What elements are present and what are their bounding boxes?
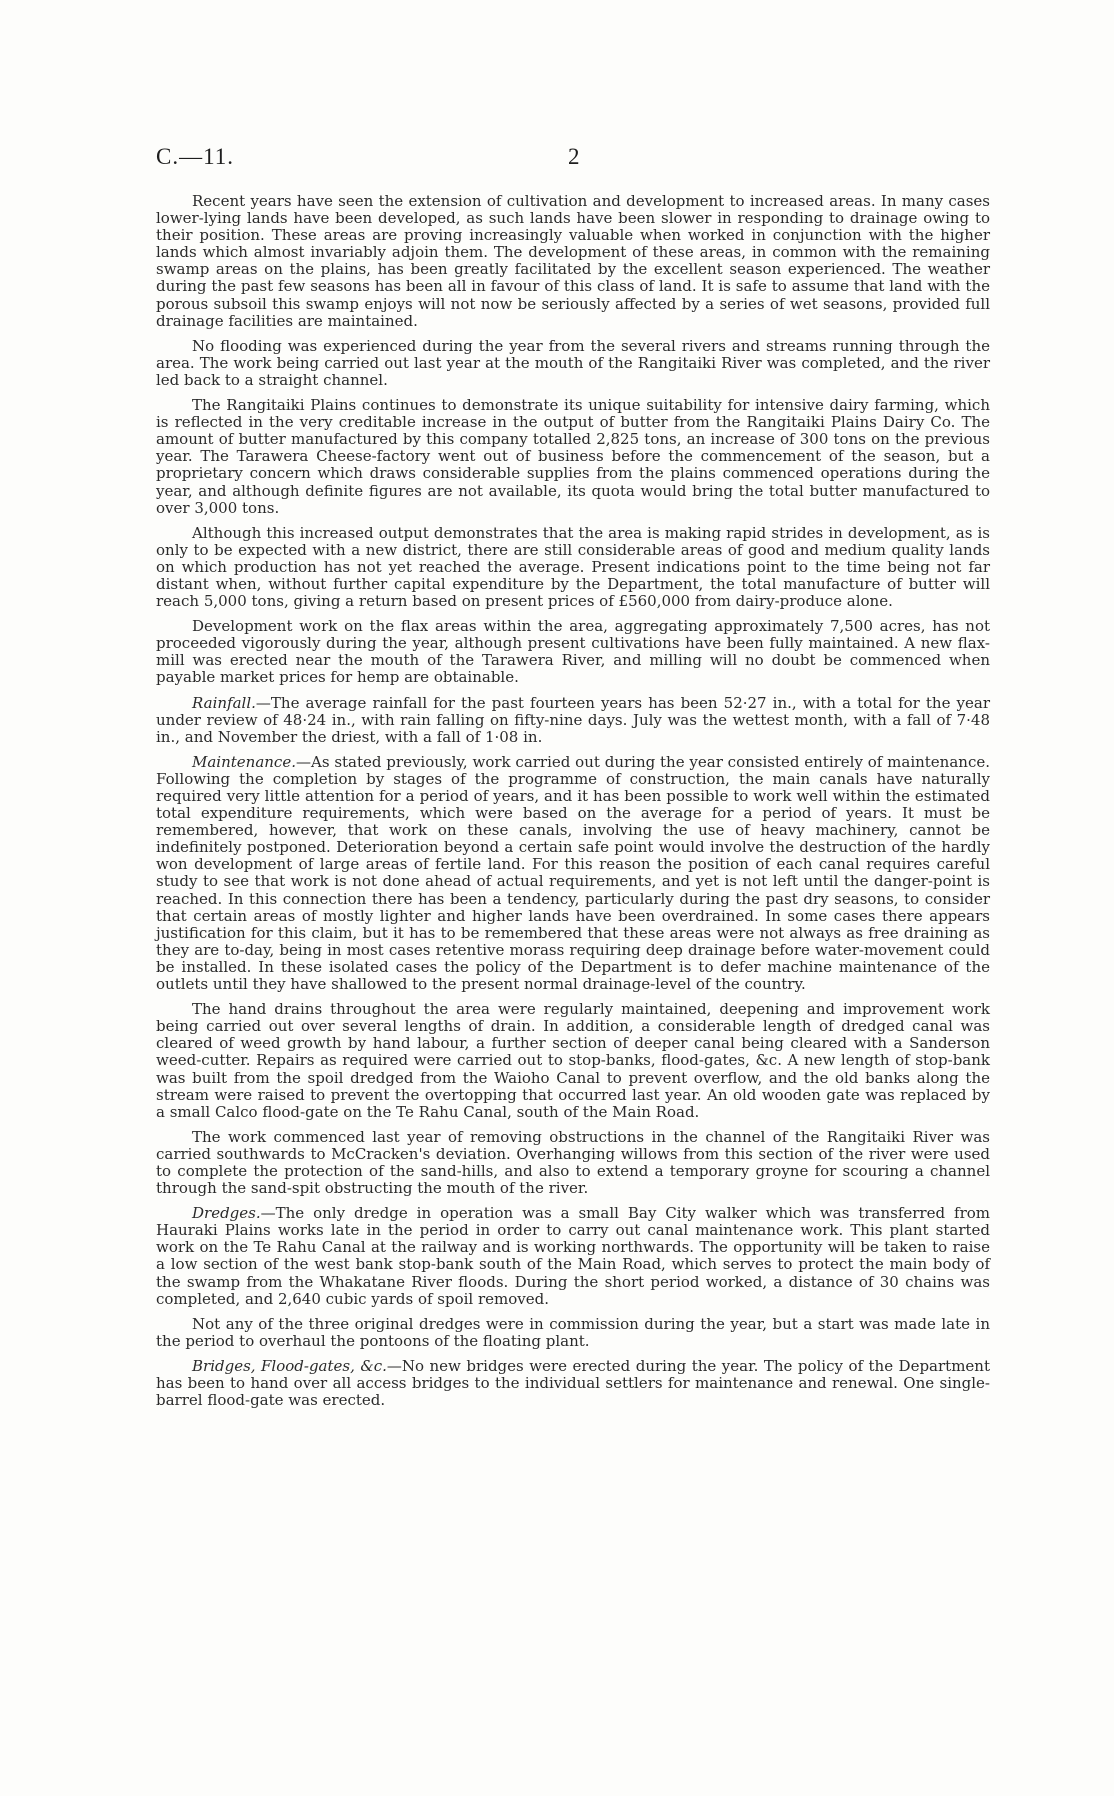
paragraph-lead: Maintenance. bbox=[192, 752, 296, 771]
paragraph-maintenance bbox=[156, 754, 990, 993]
paragraph-text: Not any of the three original dredges were in commission during the year, but a start was made late in the period to overhaul the pontoons of the floating plant. bbox=[156, 1314, 990, 1350]
paragraph-text: —As stated previously, work carried out during the year consisted entirely of maintenance. Following the completion by stages of the programme of construction, the main canals have naturally required very little attention for a period of years, and it has been possible to work well within the estimated total expenditure requirements, which were based on the average for a period of years. It must be remembered, however, that work on these canals, involving the use of heavy machinery, cannot be indefinitely postponed. Deterioration beyond a certain safe point would involve the destruction of the hardly won development of large areas of fertile land. For this reason the position of each canal requires careful study to see that work is not done ahead of actual requirements, and yet is not left until the danger-point is reached. In this connection there has been a tendency, particularly during the past dry seasons, to consider that certain areas of mostly lighter and higher lands have been overdrained. In some cases there appears justification for this claim, but it has to be remembered that these areas were not always as free draining as they are to-day, being in most cases retentive morass requiring deep drainage before water-movement could be installed. In these isolated cases the policy of the Department is to defer machine maintenance of the outlets until they have shallowed to the present normal drainage-level of the country. bbox=[156, 752, 990, 994]
page-header bbox=[156, 144, 990, 184]
paragraph-lead: Rainfall. bbox=[192, 693, 256, 712]
paragraph-flooding bbox=[156, 338, 990, 389]
document-reference: C.—11. bbox=[156, 144, 234, 169]
paragraph-text: The hand drains throughout the area were regularly maintained, deepening and improvement work being carried out over several lengths of drain. In addition, a considerable length of dredged canal was cleared of weed growth by hand labour, a further section of deeper canal being cleared with a Sanderson weed-cutter. Repairs as required were carried out to stop-banks, flood-gates, &c. A new length of stop-bank was built from the spoil dredged from the Waioho Canal to prevent overflow, and the old banks along the stream were raised to prevent the overtopping that occurred last year. An old wooden gate was replaced by a small Calco flood-gate on the Te Rahu Canal, south of the Main Road. bbox=[156, 1000, 990, 1121]
paragraph-text: No flooding was experienced during the year from the several rivers and streams running through the area. The work being carried out last year at the mouth of the Rangitaiki River was completed, and the river led back to a straight channel. bbox=[156, 336, 990, 389]
paragraph-text: —The only dredge in operation was a small Bay City walker which was transferred from Hauraki Plains works late in the period in order to carry out canal maintenance work. This plant started work on the Te Rahu Canal at the railway and is working northwards. The opportunity will be taken to raise a low section of the west bank stop-bank south of the Main Road, which serves to protect the main body of the swamp from the Whakatane River floods. During the short period worked, a distance of 30 chains was completed, and 2,640 cubic yards of spoil removed. bbox=[156, 1204, 990, 1308]
page-number: 2 bbox=[568, 144, 580, 169]
body-text bbox=[156, 193, 990, 1417]
paragraph-dairy-farming bbox=[156, 397, 990, 517]
paragraph-bridges bbox=[156, 1358, 990, 1409]
paragraph-flax bbox=[156, 618, 990, 686]
paragraph-text: —No new bridges were erected during the year. The policy of the Department has been to hand over all access bridges to the individual settlers for maintenance and renewal. One single-barrel flood-gate was erected. bbox=[156, 1356, 990, 1410]
paragraph-cultivation bbox=[156, 193, 990, 330]
paragraph-text: Development work on the flax areas within the area, aggregating approximately 7,500 acres, has not proceeded vigorously during the year, although present cultivations have been fully maintained. A new flax-mill was erected near the mouth of the Tarawera River, and milling will no doubt be commenced when payable market prices for hemp are obtainable. bbox=[156, 617, 990, 687]
paragraph-lead: Dredges. bbox=[192, 1204, 261, 1223]
paragraph-text: Recent years have seen the extension of cultivation and development to increased areas. In many cases lower-lying lands have been developed, as such lands have been slower in responding to drainage owing to their position. These areas are proving increasingly valuable when worked in conjunction with the higher lands which almost invariably adjoin them. The development of these areas, in common with the remaining swamp areas on the plains, has been greatly facilitated by the excellent season experienced. The weather during the past few seasons has been all in favour of this class of land. It is safe to assume that land with the porous subsoil this swamp enjoys will not now be seriously affected by a series of wet seasons, provided full drainage facilities are maintained. bbox=[156, 192, 990, 330]
paragraph-hand-drains bbox=[156, 1001, 990, 1121]
paragraph-original-dredges bbox=[156, 1316, 990, 1350]
paragraph-text: The Rangitaiki Plains continues to demonstrate its unique suitability for intensive dairy farming, which is reflected in the very creditable increase in the output of butter from the Rangitaiki Plains Dairy Co. The amount of butter manufactured by this company totalled 2,825 tons, an increase of 300 tons on the previous year. The Tarawera Cheese-factory went out of business before the commencement of the season, but a proprietary concern which draws considerable supplies from the plains commenced operations during the year, and although definite figures are not available, its quota would bring the total butter manufactured to over 3,000 tons. bbox=[156, 396, 990, 517]
paragraph-lead: Bridges, Flood-gates, &c. bbox=[192, 1356, 387, 1375]
paragraph-output bbox=[156, 525, 990, 610]
paragraph-text: —The average rainfall for the past fourteen years has been 52·27 in., with a total for the year under review of 48·24 in., with rain falling on fifty-nine days. July was the wettest month, with a fall of 7·48 in., and November the driest, with a fall of 1·08 in. bbox=[156, 693, 990, 746]
paragraph-rainfall bbox=[156, 695, 990, 746]
paragraph-text: Although this increased output demonstrates that the area is making rapid strides in development, as is only to be expected with a new district, there are still considerable areas of good and medium quality lands on which production has not yet reached the average. Present indications point to the time being not far distant when, without further capital expenditure by the Department, the total manufacture of butter will reach 5,000 tons, giving a return based on present prices of £560,000 from dairy-produce alone. bbox=[156, 523, 990, 611]
paragraph-river-obstructions bbox=[156, 1129, 990, 1197]
paragraph-dredges bbox=[156, 1205, 990, 1308]
paragraph-text: The work commenced last year of removing obstructions in the channel of the Rangitaiki River was carried southwards to McCracken's deviation. Overhanging willows from this section of the river were used to complete the protection of the sand-hills, and also to extend a temporary groyne for scouring a channel through the sand-spit obstructing the mouth of the river. bbox=[156, 1127, 990, 1198]
